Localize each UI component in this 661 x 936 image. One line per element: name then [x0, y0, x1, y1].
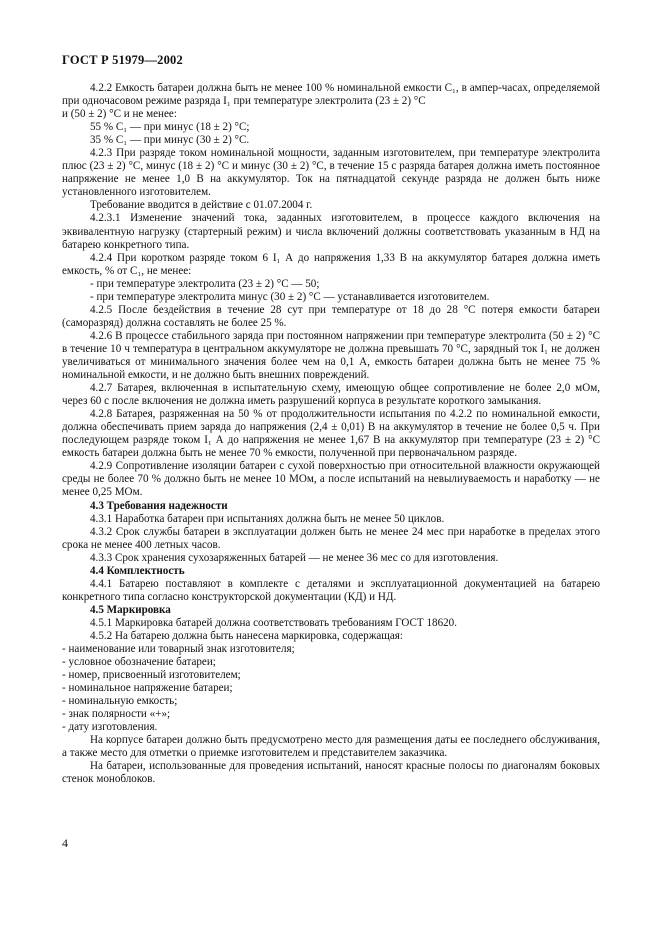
paragraph: 4.2.2 Емкость батареи должна быть не менее 100 % номинальной емкости C₁, в ампер-часах, определяемой при одночасовом режиме разряда I₁ при температуре электролита (23 ± 2) °С [62, 82, 600, 108]
paragraph: - номинальное напряжение батареи; [62, 682, 233, 695]
paragraph: - номер, присвоенный изготовителем; [62, 669, 241, 682]
paragraph: - знак полярности «+»; [62, 708, 171, 721]
section-heading: 4.3 Требования надежности [90, 499, 228, 512]
paragraph: 4.2.6 В процессе стабильного заряда при постоянном напряжении при температуре электролита (50 ± 2) °С в течение 10 ч температура в центральном аккумуляторе не должна превышать 70 °С, зарядный ток I₁ не должен увеличиваться от минимального значения более чем на 0,1 А, емкость батареи должна быть не менее 75 % номинальной емкости, и не должно быть внешних повреждений. [62, 329, 600, 382]
paragraph: 4.3.1 Наработка батареи при испытаниях должна быть не менее 50 циклов. [90, 512, 445, 525]
paragraph: 4.3.2 Срок службы батареи в эксплуатации должен быть не менее 24 мес при наработке в пределах этого срока не менее 400 летных часов. [62, 525, 600, 551]
paragraph: Требование вводится в действие с 01.07.2004 г. [90, 199, 313, 212]
section-heading: 4.4 Комплектность [90, 564, 185, 577]
paragraph: 4.2.8 Батарея, разряженная на 50 % от продолжительности испытания по 4.2.2 по номинальной емкости, должна обеспечивать прием заряда до напряжения (2,4 ± 0,01) В на аккумулятор в течение не более 0,5 ч. При последующем разряде током I₁ А до напряжения не менее 1,67 В на аккумулятор при температуре (23 ± 2) °С емкость батареи должна быть не менее 70 % емкости, полученной при первоначальном разряде. [62, 408, 600, 460]
paragraph: и (50 ± 2) °С и не менее: [62, 108, 177, 121]
paragraph: - дату изготовления. [62, 721, 158, 734]
paragraph: 4.2.3 При разряде током номинальной мощности, заданным изготовителем, при температуре электролита плюс (23 ± 2) °С, минус (18 ± 2) °С и минус (30 ± 2) °С, в течение 15 с разряда батарея должна иметь постоянное напряжение не менее 1,0 В на аккумулятор. Ток на пятнадцатой секунде разряда не должен быть ниже установленного изготовителем. [62, 147, 600, 199]
document-header: ГОСТ Р 51979—2002 [62, 53, 183, 67]
section-heading: 4.5 Маркировка [90, 603, 171, 616]
paragraph: На батареи, использованные для проведения испытаний, наносят красные полосы по диагоналям боковых стенок моноблоков. [62, 760, 600, 786]
paragraph: 4.5.2 На батарею должна быть нанесена маркировка, содержащая: [90, 629, 403, 642]
page-number: 4 [62, 836, 68, 850]
paragraph: 4.3.3 Срок хранения сухозаряженных батарей — не менее 36 мес со для изготовления. [90, 551, 499, 564]
paragraph: 4.2.7 Батарея, включенная в испытательную схему, имеющую общее сопротивление не более 2,0 мОм, через 60 с после включения не должна иметь разрушений корпуса в результате короткого замыкания. [62, 382, 600, 408]
paragraph: 55 % C₁ — при минус (18 ± 2) °С; [90, 121, 250, 134]
paragraph: - при температуре электролита (23 ± 2) °С — 50; [90, 277, 320, 290]
paragraph: 4.2.5 После бездействия в течение 28 сут при температуре от 18 до 28 °С потеря емкости батареи (саморазряд) должна составлять не более 25 %. [62, 303, 600, 329]
paragraph: На корпусе батареи должно быть предусмотрено место для размещения даты ее последнего обслуживания, а также место для отметки о приемке изготовителем и представителем заказчика. [62, 734, 600, 760]
paragraph: 35 % C₁ — при минус (30 ± 2) °С. [90, 134, 250, 147]
paragraph: 4.2.3.1 Изменение значений тока, заданных изготовителем, в процессе каждого включения на эквивалентную нагрузку (стартерный режим) и числа включений должны соответствовать указанным в НД на батарею конкретного типа. [62, 212, 600, 251]
paragraph: 4.2.9 Сопротивление изоляции батареи с сухой поверхностью при относительной влажности окружающей среды не более 70 % должно быть не менее 10 МОм, а после испытаний на невылиуваемость и наработку — не менее 0,25 МОм. [62, 460, 600, 499]
paragraph: 4.4.1 Батарею поставляют в комплекте с деталями и эксплуатационной документацией на батарею конкретного типа согласно конструкторской документации (КД) и НД. [62, 577, 600, 603]
document-body [62, 82, 600, 787]
paragraph: - при температуре электролита минус (30 ± 2) °С — устанавливается изготовителем. [90, 290, 490, 303]
paragraph: - номинальную емкость; [62, 695, 178, 708]
paragraph: - условное обозначение батареи; [62, 656, 216, 669]
paragraph: - наименование или товарный знак изготовителя; [62, 643, 295, 656]
paragraph: 4.5.1 Маркировка батарей должна соответствовать требованиям ГОСТ 18620. [90, 616, 457, 629]
paragraph: 4.2.4 При коротком разряде током 6 I₁ А до напряжения 1,33 В на аккумулятор батарея должна иметь емкость, % от C₁, не менее: [62, 251, 600, 277]
